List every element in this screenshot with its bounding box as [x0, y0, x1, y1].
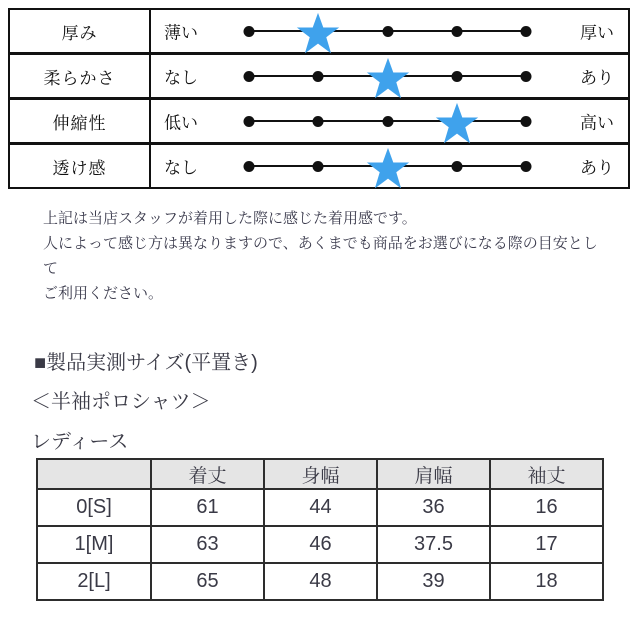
scale-max-label: あり: [580, 68, 614, 88]
scale-dot: [451, 26, 462, 37]
size-table-corner-cell: [37, 459, 151, 489]
note-paragraph: [43, 206, 603, 306]
size-table-header-row: [37, 459, 603, 489]
rating-star-icon: [434, 101, 480, 147]
scale-dot: [244, 116, 255, 127]
feel-row-label: 柔らかさ: [10, 55, 151, 97]
scale-max-label: 厚い: [580, 23, 614, 43]
scale-dot: [244, 161, 255, 172]
feel-row-label: 厚み: [10, 10, 151, 52]
scale-min-label: 低い: [164, 113, 198, 133]
measurement-cell: 65: [151, 563, 264, 600]
rating-star-icon: [295, 11, 341, 57]
feel-row-content: [151, 145, 628, 187]
rating-scale: [249, 10, 526, 52]
feel-row-2: [10, 100, 628, 145]
scale-dot: [382, 116, 393, 127]
feel-row-3: [10, 145, 628, 187]
measurement-cell: 48: [264, 563, 377, 600]
note-line: 人によって感じ方は異なりますので、あくまでも商品をお選びになる際の目安として: [43, 235, 598, 277]
scale-dot: [451, 71, 462, 82]
size-table-column-header: 身幅: [264, 459, 377, 489]
scale-dot: [521, 161, 532, 172]
feel-row-content: [151, 100, 628, 142]
measurement-cell: 61: [151, 489, 264, 526]
measurement-cell: 17: [490, 526, 603, 563]
measurement-cell: 36: [377, 489, 490, 526]
size-table-column-header: 袖丈: [490, 459, 603, 489]
scale-dot: [521, 71, 532, 82]
size-table-row: [37, 526, 603, 563]
size-section-heading: ■製品実測サイズ(平置き): [34, 352, 258, 374]
scale-dot: [313, 116, 324, 127]
scale-dot: [244, 71, 255, 82]
rating-scale: [249, 145, 526, 187]
scale-dot: [313, 71, 324, 82]
feel-row-label: 伸縮性: [10, 100, 151, 142]
rating-scale: [249, 55, 526, 97]
feel-row-1: [10, 55, 628, 100]
feel-row-label: 透け感: [10, 145, 151, 187]
scale-min-label: 薄い: [164, 23, 198, 43]
scale-max-label: 高い: [580, 113, 614, 133]
measurement-cell: 39: [377, 563, 490, 600]
scale-dot: [521, 116, 532, 127]
feel-rating-table: [8, 8, 630, 189]
note-line: 上記は当店スタッフが着用した際に感じた着用感です。: [43, 210, 417, 227]
size-measurement-table: [36, 458, 604, 601]
scale-max-label: あり: [580, 158, 614, 178]
feel-row-content: [151, 10, 628, 52]
scale-dot: [451, 161, 462, 172]
size-label-cell: 2[L]: [37, 563, 151, 600]
rating-scale: [249, 100, 526, 142]
feel-row-0: [10, 10, 628, 55]
measurement-cell: 37.5: [377, 526, 490, 563]
scale-dot: [382, 26, 393, 37]
size-label-cell: 0[S]: [37, 489, 151, 526]
measurement-cell: 16: [490, 489, 603, 526]
scale-min-label: なし: [164, 158, 198, 178]
size-label-cell: 1[M]: [37, 526, 151, 563]
feel-row-content: [151, 55, 628, 97]
size-table-row: [37, 563, 603, 600]
size-table-column-header: 着丈: [151, 459, 264, 489]
gender-heading: レディース: [31, 431, 129, 453]
scale-min-label: なし: [164, 68, 198, 88]
note-line: ご利用ください。: [43, 285, 164, 302]
scale-dot: [244, 26, 255, 37]
scale-dot: [521, 26, 532, 37]
rating-star-icon: [365, 146, 411, 192]
measurement-cell: 63: [151, 526, 264, 563]
measurement-cell: 46: [264, 526, 377, 563]
measurement-cell: 44: [264, 489, 377, 526]
scale-dot: [313, 161, 324, 172]
rating-star-icon: [365, 56, 411, 102]
size-table-column-header: 肩幅: [377, 459, 490, 489]
measurement-cell: 18: [490, 563, 603, 600]
item-name-heading: ＜半袖ポロシャツ＞: [31, 391, 211, 413]
size-table-row: [37, 489, 603, 526]
